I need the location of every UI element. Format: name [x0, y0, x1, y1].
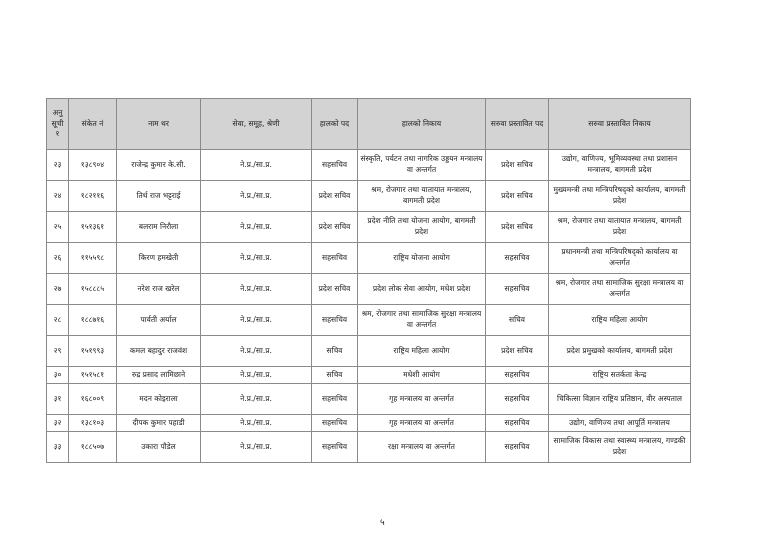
table-cell: ने.प्र./सा.प्र. [201, 243, 312, 274]
table-row [47, 243, 691, 274]
table-cell: दीपक कुमार पहाडी [117, 415, 201, 432]
table-cell: श्रम, रोजगार तथा सामाजिक सुरक्षा मन्त्रालय वा अन्तर्गत [549, 274, 691, 305]
column-header: संकेत नं [69, 99, 117, 150]
table-cell: संस्कृति, पर्यटन तथा नागरिक उड्डयन मन्त्रालय वा अन्तर्गत [358, 150, 486, 181]
table-cell: १८८७१६ [69, 305, 117, 336]
table-cell: २७ [47, 274, 69, 305]
table-cell: गृह मन्त्रालय वा अन्तर्गत [358, 415, 486, 432]
table-cell: चिकित्सा विज्ञान राष्ट्रिय प्रतिष्ठान, वीर अस्पताल [549, 384, 691, 415]
table-cell: सहसचिव [312, 243, 358, 274]
table-cell: सहसचिव [312, 415, 358, 432]
table-cell: ने.प्र./सा.प्र. [201, 274, 312, 305]
table-cell: २४ [47, 181, 69, 212]
table-cell: राष्ट्रिय योजना आयोग [358, 243, 486, 274]
table-cell: १५८८८५ [69, 274, 117, 305]
table-body [47, 150, 691, 463]
table-cell: ३३ [47, 432, 69, 463]
header-row [47, 99, 691, 150]
table-cell: ३२ [47, 415, 69, 432]
table-cell: रुद्र प्रसाद लामिछाने [117, 367, 201, 384]
column-header: अनु सूची १ [47, 99, 69, 150]
table-cell: १३८१०३ [69, 415, 117, 432]
table-cell: सहसचिव [486, 274, 549, 305]
table-row [47, 212, 691, 243]
table-cell: मुख्यमन्त्री तथा मन्त्रिपरिषद्को कार्यालय, बागमती प्रदेश [549, 181, 691, 212]
table-cell: प्रधानमन्त्री तथा मन्त्रिपरिषद्को कार्यालय वा अन्तर्गत [549, 243, 691, 274]
transfer-table [46, 98, 691, 463]
table-cell: १५१५८१ [69, 367, 117, 384]
table-cell: ने.प्र./सा.प्र. [201, 212, 312, 243]
table-cell: सहसचिव [486, 384, 549, 415]
table-cell: सहसचिव [312, 150, 358, 181]
table-cell: प्रदेश सचिव [312, 181, 358, 212]
table-cell: श्रम, रोजगार तथा यातायात मन्त्रालय, बागमती प्रदेश [549, 212, 691, 243]
table-cell: राष्ट्रिय महिला आयोग [358, 336, 486, 367]
table-cell: १६८००९ [69, 384, 117, 415]
table-row [47, 150, 691, 181]
table-cell: प्रदेश सचिव [312, 274, 358, 305]
table-cell: प्रदेश प्रमुखको कार्यालय, बागमती प्रदेश [549, 336, 691, 367]
table-cell: प्रदेश सचिव [486, 181, 549, 212]
table-cell: पार्वती अर्याल [117, 305, 201, 336]
table-cell: ११५५९८ [69, 243, 117, 274]
table-cell: श्रम, रोजगार तथा यातायात मन्त्रालय, बागमती प्रदेश [358, 181, 486, 212]
table-row [47, 181, 691, 212]
table-cell: कमल बहादुर राजवंश [117, 336, 201, 367]
table-row [47, 367, 691, 384]
table-cell: गृह मन्त्रालय वा अन्तर्गत [358, 384, 486, 415]
table-cell: सचिव [312, 367, 358, 384]
table-cell: ने.प्र./सा.प्र. [201, 181, 312, 212]
page-number: ५ [380, 518, 385, 528]
table-cell: बलराम निरौला [117, 212, 201, 243]
table-cell: १८८५०७ [69, 432, 117, 463]
column-header: सरुवा प्रस्तावित पद [486, 99, 549, 150]
table-row [47, 432, 691, 463]
table-cell: श्रम, रोजगार तथा सामाजिक सुरक्षा मन्त्रालय वा अन्तर्गत [358, 305, 486, 336]
table-cell: सामाजिक विकास तथा स्वास्थ्य मन्त्रालय, गण्डकी प्रदेश [549, 432, 691, 463]
table-cell: सहसचिव [312, 432, 358, 463]
column-header: हालको निकाय [358, 99, 486, 150]
table-cell: सहसचिव [312, 384, 358, 415]
table-cell: २५ [47, 212, 69, 243]
table-cell: सचिव [312, 336, 358, 367]
table-cell: १५१३६१ [69, 212, 117, 243]
table-row [47, 336, 691, 367]
table-cell: २३ [47, 150, 69, 181]
table-cell: २८ [47, 305, 69, 336]
table-cell: प्रदेश सचिव [486, 336, 549, 367]
table-cell: प्रदेश सचिव [486, 212, 549, 243]
table-cell: किरण हमखेती [117, 243, 201, 274]
table-cell: उद्योग, वाणिज्य तथा आपूर्ति मन्त्रालय [549, 415, 691, 432]
table-cell: नरेश राज खरेल [117, 274, 201, 305]
table-cell: तिर्थ राज भट्टराई [117, 181, 201, 212]
column-header: हालको पद [312, 99, 358, 150]
table-cell: ने.प्र./सा.प्र. [201, 432, 312, 463]
table-header [47, 99, 691, 150]
table-cell: सहसचिव [486, 432, 549, 463]
table-cell: ने.प्र./सा.प्र. [201, 336, 312, 367]
table-cell: रक्षा मन्त्रालय वा अन्तर्गत [358, 432, 486, 463]
table-cell: २९ [47, 336, 69, 367]
table-cell: ने.प्र./सा.प्र. [201, 367, 312, 384]
table-cell: मदन कोइराला [117, 384, 201, 415]
table-cell: ३० [47, 367, 69, 384]
table-cell: ने.प्र./सा.प्र. [201, 384, 312, 415]
table-cell: सहसचिव [486, 243, 549, 274]
table-cell: उकारा पौडेल [117, 432, 201, 463]
column-header: सेवा, समूह, श्रेणी [201, 99, 312, 150]
table-row [47, 274, 691, 305]
column-header: नाम थर [117, 99, 201, 150]
table-cell: १८२११६ [69, 181, 117, 212]
table-cell: सचिव [486, 305, 549, 336]
table-cell: २६ [47, 243, 69, 274]
table-cell: मधेशी आयोग [358, 367, 486, 384]
table-cell: सहसचिव [312, 305, 358, 336]
table-row [47, 415, 691, 432]
table-cell: प्रदेश सचिव [486, 150, 549, 181]
table-cell: ३१ [47, 384, 69, 415]
table-cell: ने.प्र./सा.प्र. [201, 150, 312, 181]
table-cell: राजेन्द्र कुमार के.सी. [117, 150, 201, 181]
table-cell: ने.प्र./सा.प्र. [201, 415, 312, 432]
table-cell: १३८९०४ [69, 150, 117, 181]
column-header: सरुवा प्रस्तावित निकाय [549, 99, 691, 150]
table-cell: ने.प्र./सा.प्र. [201, 305, 312, 336]
table-cell: प्रदेश लोक सेवा आयोग, मधेश प्रदेश [358, 274, 486, 305]
table-row [47, 384, 691, 415]
table-cell: उद्योग, वाणिज्य, भूमिव्यवस्था तथा प्रशासन मन्त्रालय, बागमती प्रदेश [549, 150, 691, 181]
table-cell: सहसचिव [486, 367, 549, 384]
table-cell: १५१९९३ [69, 336, 117, 367]
table-cell: सहसचिव [486, 415, 549, 432]
table-cell: प्रदेश नीति तथा योजना आयोग, बागमती प्रदेश [358, 212, 486, 243]
table-row [47, 305, 691, 336]
table-cell: राष्ट्रिय महिला आयोग [549, 305, 691, 336]
table-cell: प्रदेश सचिव [312, 212, 358, 243]
table-cell: राष्ट्रिय सतर्कता केन्द्र [549, 367, 691, 384]
